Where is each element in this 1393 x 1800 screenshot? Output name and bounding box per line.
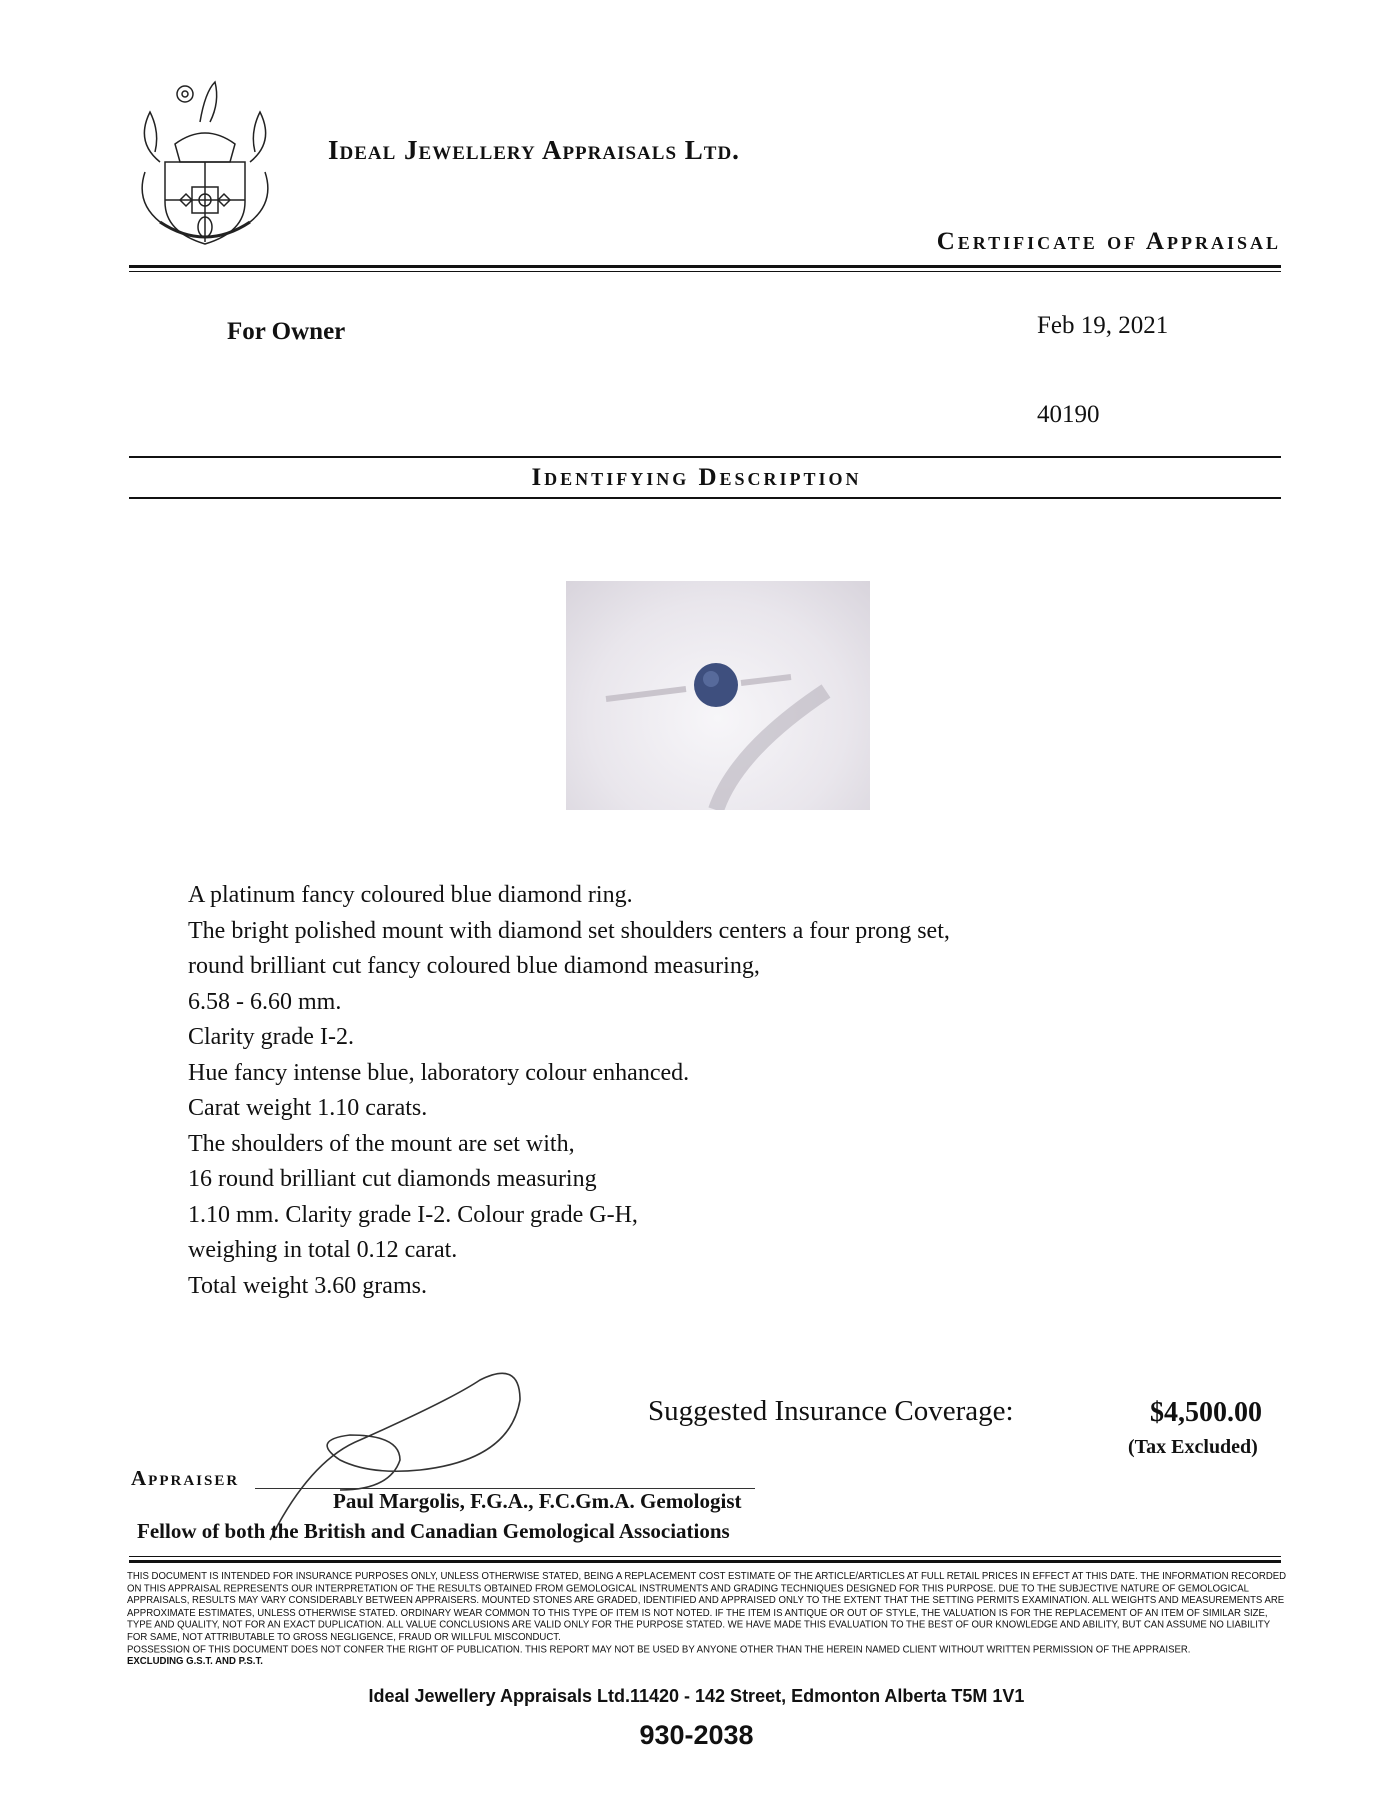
description-line: Total weight 3.60 grams. [188,1272,427,1299]
item-description [188,878,950,1304]
possession-text: POSSESSION OF THIS DOCUMENT DOES NOT CONFER THE RIGHT OF PUBLICATION. THIS REPORT MAY NOT BE USED BY ANYONE OTHER THAN THE HEREIN NAMED CLIENT WITHOUT WRITTEN PERMISSION OF THE APPRAISER. [127,1643,1191,1656]
certificate-title: Certificate of Appraisal [936,228,1281,255]
description-line: Hue fancy intense blue, laboratory colour enhanced. [188,1059,690,1086]
description-line: Clarity grade I-2. [188,1024,354,1050]
ring-photo [566,581,870,810]
divider [129,271,1281,272]
footer-address: Ideal Jewellery Appraisals Ltd.11420 - 142 Street, Edmonton Alberta T5M 1V1 [368,1686,1025,1706]
description-line: The bright polished mount with diamond set shoulders centers a four prong set, [188,917,950,944]
divider [129,456,1281,458]
divider [129,497,1281,499]
divider [129,1560,1281,1563]
insurance-label: Suggested Insurance Coverage: [648,1395,1014,1427]
owner-label: For Owner [227,318,346,345]
divider [129,265,1281,268]
crest-logo [130,72,280,247]
appraiser-fellowship: Fellow of both the British and Canadian Gemological Associations [137,1519,730,1543]
description-line: Carat weight 1.10 carats. [188,1095,428,1121]
description-line: 1.10 mm. Clarity grade I-2. Colour grade G-H, [188,1201,638,1228]
company-name: Ideal Jewellery Appraisals Ltd. [328,135,740,165]
footer-phone: 930-2038 [639,1720,754,1750]
description-line: round brilliant cut fancy coloured blue diamond measuring, [188,953,760,979]
description-line: weighing in total 0.12 carat. [188,1237,458,1263]
disclaimer [127,1571,1287,1668]
description-line: The shoulders of the mount are set with, [188,1130,575,1157]
tax-exclusion-text: EXCLUDING G.S.T. AND P.S.T. [127,1655,263,1668]
appraiser-label: Appraiser [131,1466,240,1490]
appraisal-number: 40190 [1037,401,1100,428]
description-line: 16 round brilliant cut diamonds measuring [188,1166,597,1192]
insurance-value: $4,500.00 [1150,1397,1262,1428]
appraisal-date: Feb 19, 2021 [1037,312,1169,339]
appraiser-name: Paul Margolis, F.G.A., F.C.Gm.A. Gemologist [333,1489,742,1513]
section-title: Identifying Description [531,464,862,491]
description-line: 6.58 - 6.60 mm. [188,988,342,1015]
divider [129,1556,1281,1557]
tax-note: (Tax Excluded) [1128,1436,1258,1458]
description-line: A platinum fancy coloured blue diamond ring. [188,882,633,908]
disclaimer-text: THIS DOCUMENT IS INTENDED FOR INSURANCE PURPOSES ONLY, UNLESS OTHERWISE STATED, BEING A REPLACEMENT COST ESTIMATE OF THE ARTICLE/ARTICLES AT FULL RETAIL PRICES IN EFFECT AT THIS DATE. THE INFORMATION RECORDED ON THIS APPRAISAL REPRESENTS OUR INTERPRETATION OF THE RESULTS OBTAINED FROM GEMOLOGICAL INSTRUMENTS AND GRADING TECHNIQUES DESIGNED FOR THIS PURPOSE. DUE TO THE SUBJECTIVE NATURE OF GEMOLOGICAL APPRAISALS, RESULTS MAY VARY CONSIDERABLY BETWEEN APPRAISERS. MOUNTED STONES ARE GRADED, IDENTIFIED AND APPRAISED ONLY TO THE EXTENT THAT THE SETTING PERMITS EXAMINATION. ALL WEIGHTS AND MEASUREMENTS ARE APPROXIMATE ESTIMATES, UNLESS OTHERWISE STATED. ORDINARY WEAR COMMON TO THIS TYPE OF ITEM IS NOT NOTED. IF THE ITEM IS ANTIQUE OR OUT OF STYLE, THE VALUATION IS FOR THE REPLACEMENT OF AN ITEM OF SIMILAR SIZE, TYPE AND QUALITY, NOT FOR AN EXACT DUPLICATION. ALL VALUE CONCLUSIONS ARE VALID ONLY FOR THE PURPOSE STATED. WE HAVE MADE THIS EVALUATION TO THE BEST OF OUR KNOWLEDGE AND ABILITY, BUT CAN ASSUME NO LIABILITY FOR SAME, NOT ATTRIBUTABLE TO GROSS NEGLIGENCE, FRAUD OR WILLFUL MISCONDUCT. [127,1570,1287,1644]
